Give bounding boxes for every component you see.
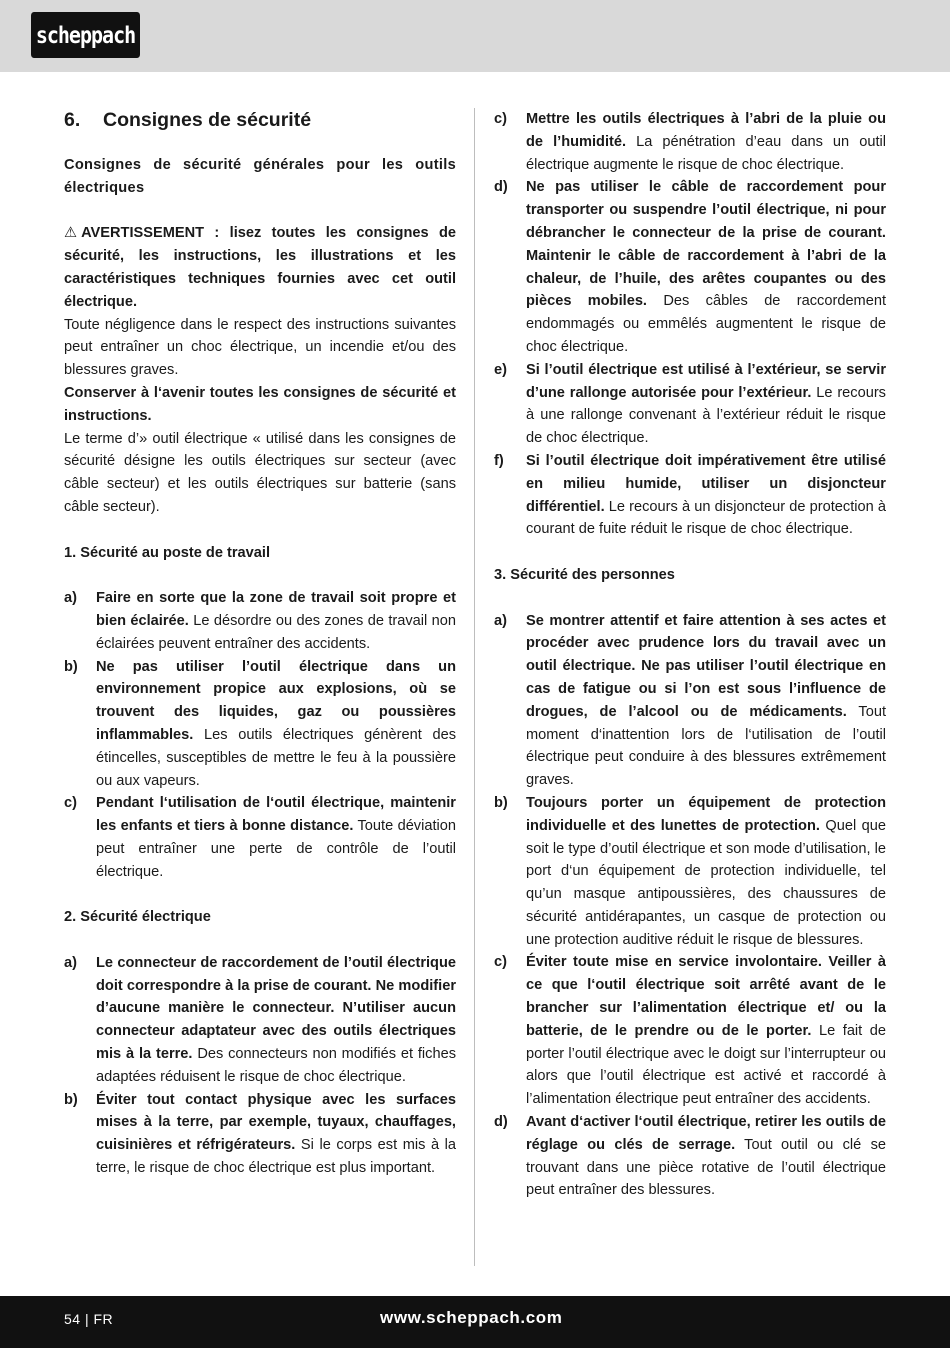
list-item-label: a) bbox=[494, 612, 507, 629]
list-item-text bbox=[96, 656, 456, 793]
list-item-emphasis: Faire en sorte que la zone de travail soit propre et bien éclairée. bbox=[96, 590, 456, 629]
brand-logo: scheppach bbox=[31, 12, 140, 58]
column-divider bbox=[474, 108, 475, 1266]
list-item-body: La pénétration d’eau dans un outil électrique augmente le risque de choc électrique. bbox=[526, 133, 886, 173]
list-item-emphasis: Avant d‘activer l‘outil électrique, retirer les outils de réglage ou clés de serrage. bbox=[526, 1114, 886, 1153]
list-item-label: a) bbox=[64, 954, 77, 971]
electrical-list-right bbox=[494, 108, 886, 541]
keep-instructions-paragraph: Conserver à l‘avenir toutes les consignes de sécurité et instructions. bbox=[64, 384, 456, 424]
list-item-body: Le recours à une rallonge convenant à l’extérieur réduit le risque de choc électrique. bbox=[526, 384, 886, 447]
definition-paragraph: Le terme d’» outil électrique « utilisé dans les consignes de sécurité désigne les outils électriques sur secteur (avec câble secteur) et les outils électriques sur batterie (sans câble secteur). bbox=[64, 430, 456, 515]
list-item-body: Tout outil ou clé se trouvant dans une pièce rotative de l’outil électrique peut entraîner des blessures. bbox=[526, 1136, 886, 1199]
section-number: 6. bbox=[64, 109, 81, 131]
list-item bbox=[64, 952, 456, 1089]
list-item-text bbox=[96, 587, 456, 655]
list-item-text bbox=[526, 359, 886, 450]
list-item-label: b) bbox=[64, 658, 78, 675]
list-item-text bbox=[96, 792, 456, 883]
list-item-text bbox=[526, 108, 886, 176]
right-column bbox=[494, 108, 886, 1202]
list-item-emphasis: Si l’outil électrique doit impérativement être utilisé en milieu humide, utiliser un disjoncteur différentiel. bbox=[526, 452, 886, 515]
warning-block bbox=[64, 222, 456, 313]
warning-icon: ⚠ bbox=[64, 225, 78, 242]
list-item bbox=[494, 1111, 886, 1202]
list-item-text bbox=[96, 1089, 456, 1180]
list-item-label: f) bbox=[494, 452, 504, 469]
list-item bbox=[494, 610, 886, 792]
list-item-emphasis: Si l’outil électrique est utilisé à l’extérieur, se servir d’une rallonge autorisée pour l’extérieur. bbox=[526, 361, 886, 401]
list-item bbox=[64, 792, 456, 883]
section-personal-title: 3. Sécurité des personnes bbox=[494, 566, 675, 583]
list-item-emphasis: Le connecteur de raccordement de l’outil électrique doit correspondre à la prise de courant. Ne modifier d’aucune manière le connecteur. N’utiliser aucun connecteur adaptateur avec des outils électriques mis à la terre. bbox=[96, 954, 456, 1063]
list-item-label: a) bbox=[64, 590, 77, 607]
list-item bbox=[64, 1089, 456, 1180]
list-item-text bbox=[526, 450, 886, 541]
electrical-list-left bbox=[64, 952, 456, 1180]
section-electrical-title: 2. Sécurité électrique bbox=[64, 909, 211, 926]
list-item bbox=[494, 951, 886, 1111]
list-item bbox=[494, 108, 886, 176]
list-item-body: Le désordre ou des zones de travail non éclairées peuvent entraîner des accidents. bbox=[96, 612, 457, 652]
list-item-label: c) bbox=[494, 111, 507, 127]
list-item-body: Le fait de porter l’outil électrique avec le doigt sur l’interrupteur ou alors que l’outil électrique est activé et raccordé à l’alimentation électrique peut entraîner des accidents. bbox=[526, 1022, 886, 1108]
left-column bbox=[64, 108, 456, 1180]
list-item-emphasis: Ne pas utiliser l’outil électrique dans un environnement propice aux explosions, où se trouvent des liquides, gaz ou poussières inflammables. bbox=[96, 658, 456, 743]
page-title bbox=[64, 108, 456, 132]
header-bar bbox=[0, 0, 950, 72]
list-item-body: Toute déviation peut entraîner une perte de contrôle de l’outil électrique. bbox=[96, 818, 456, 880]
section-title: Consignes de sécurité bbox=[103, 109, 312, 131]
list-item-text bbox=[526, 1111, 886, 1202]
list-item-text bbox=[526, 951, 886, 1111]
list-item-text bbox=[526, 792, 886, 952]
footer-bar bbox=[0, 1296, 950, 1348]
list-item-label: d) bbox=[494, 179, 508, 196]
list-item-body: Tout moment d‘inattention lors de l‘utilisation de l’outil électrique peut conduire à des blessures extrêmement graves. bbox=[526, 703, 886, 789]
list-item-label: b) bbox=[494, 794, 508, 811]
list-item-text bbox=[526, 610, 886, 792]
list-item-body: Quel que soit le type d’outil électrique et son mode d’utilisation, le port d‘un équipement de protection individuelle, tel qu’un masque antipoussières, des chaussures de sécurité antidérapantes, un casque de protection ou une protection auditive réduit le risque de blessures. bbox=[526, 817, 886, 948]
list-item-label: c) bbox=[494, 954, 507, 971]
list-item-label: e) bbox=[494, 361, 507, 378]
warning-text: AVERTISSEMENT : lisez toutes les consignes de sécurité, les instructions, les illustrations et les caractéristiques techniques fournies avec cet outil électrique. bbox=[64, 225, 456, 310]
list-item bbox=[494, 792, 886, 952]
list-item bbox=[494, 450, 886, 541]
section-workplace-title: 1. Sécurité au poste de travail bbox=[64, 544, 271, 561]
list-item-emphasis: Éviter toute mise en service involontaire. Veiller à ce que l‘outil électrique soit arrêté avant de le brancher sur l’alimentation électrique et/ ou la batterie, de le prendre ou de le porter. bbox=[526, 954, 886, 1039]
list-item-label: b) bbox=[64, 1091, 78, 1108]
list-item-body: Des câbles de raccordement endommagés ou emmêlés augmentent le risque de choc électrique. bbox=[526, 293, 886, 355]
list-item bbox=[494, 176, 886, 358]
list-item-text bbox=[96, 952, 456, 1089]
list-item-body: Les outils électriques génèrent des étincelles, susceptibles de mettre le feu à la poussière ou aux vapeurs. bbox=[96, 726, 456, 789]
personal-safety-list bbox=[494, 610, 886, 1203]
subheading: Consignes de sécurité générales pour les outils électriques bbox=[64, 157, 456, 196]
list-item bbox=[64, 587, 456, 655]
list-item-emphasis: Se montrer attentif et faire attention à ses actes et procéder avec prudence lors du travail avec un outil électrique. Ne pas utiliser l’outil électrique en cas de fatigue ou si l’on est sous l’influence de drogues, de l’alcool ou de médicaments. bbox=[526, 612, 886, 720]
list-item-label: d) bbox=[494, 1114, 508, 1131]
list-item-body: Si le corps est mis à la terre, le risque de choc électrique est plus important. bbox=[96, 1137, 457, 1177]
page-number: 54 | FR bbox=[64, 1311, 114, 1327]
list-item-body: Des connecteurs non modifiés et fiches adaptées réduisent le risque de choc électrique. bbox=[96, 1046, 456, 1085]
list-item bbox=[494, 359, 886, 450]
list-item-emphasis: Éviter tout contact physique avec les surfaces mises à la terre, par exemple, tuyaux, chauffages, cuisinières et réfrigérateurs. bbox=[96, 1091, 456, 1154]
list-item-emphasis: Ne pas utiliser le câble de raccordement pour transporter ou suspendre l’outil électrique, ni pour débrancher le connecteur de la prise de courant. Maintenir le câble de raccordement à l’abri de la chaleur, de l’huile, des arêtes coupantes ou des pièces mobiles. bbox=[526, 179, 886, 310]
workplace-list bbox=[64, 587, 456, 883]
list-item-emphasis: Mettre les outils électriques à l’abri de la pluie ou de l’humidité. bbox=[526, 111, 886, 150]
list-item-emphasis: Pendant l‘utilisation de l‘outil électrique, maintenir les enfants et tiers à bonne distance. bbox=[96, 795, 456, 835]
website-url: www.scheppach.com bbox=[380, 1308, 563, 1327]
list-item-body: Le recours à un disjoncteur de protection à courant de fuite réduit le risque de choc électrique. bbox=[526, 498, 886, 538]
list-item-emphasis: Toujours porter un équipement de protection individuelle et des lunettes de protection. bbox=[526, 794, 886, 834]
list-item bbox=[64, 656, 456, 793]
list-item-text bbox=[526, 176, 886, 358]
list-item-label: c) bbox=[64, 795, 77, 812]
intro-paragraph: Toute négligence dans le respect des instructions suivantes peut entraîner un choc électrique, un incendie et/ou des blessures graves. bbox=[64, 316, 456, 379]
